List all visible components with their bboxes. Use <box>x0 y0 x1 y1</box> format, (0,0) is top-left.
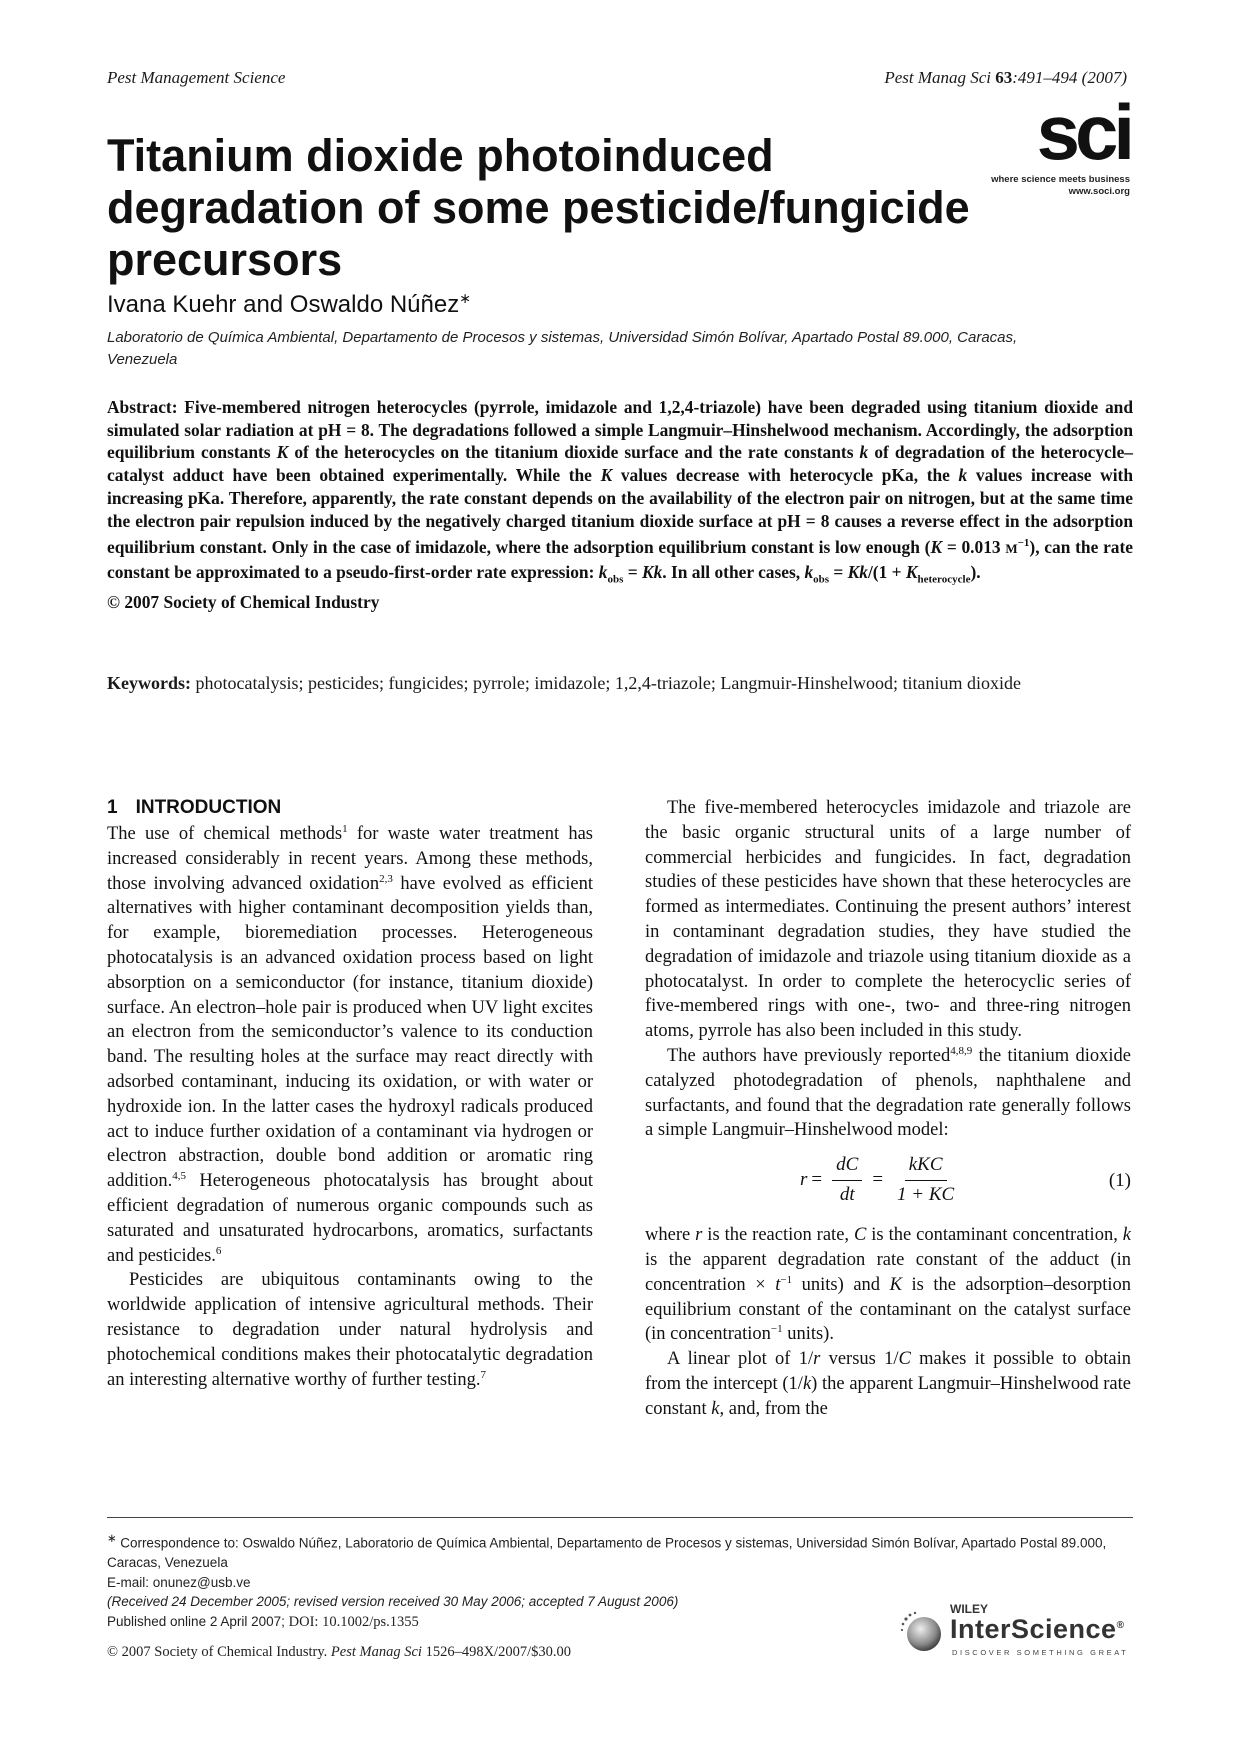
footer-copyright: © 2007 Society of Chemical Industry. Pest Manag Sci 1526–498X/2007/$30.00 <box>107 1644 571 1660</box>
footnote-divider <box>107 1517 1133 1518</box>
email: E-mail: onunez@usb.ve <box>107 1574 251 1590</box>
paragraph: The five-membered heterocycles imidazole and triazole are the basic organic structural units of a large number of commercial herbicides and fungicides. In fact, degradation studies of these pesticides have shown that these heterocycles are formed as intermediates. Continuing the present authors’ interest in contaminant degradation studies, they have studied the degradation of imidazole and triazole using titanium dioxide as a photocatalyst. In order to complete the heterocyclic series of five-membered rings with one-, two- and three-ring nitrogen atoms, pyrrole has also been included in this study. <box>645 798 1131 1042</box>
citation-ref: 1 <box>342 822 348 835</box>
wiley-wordmark: WILEY <box>950 1602 988 1616</box>
section-heading-introduction: 1 INTRODUCTION <box>107 797 282 818</box>
wiley-slogan: DISCOVER SOMETHING GREAT <box>952 1648 1129 1657</box>
paragraph: The use of chemical methods$^1$ for waste water treatment has increased considerably in recent years. Among these methods, those involving advanced oxidation$^{2,3}$ have evolved as efficient alternatives with higher contaminant decomposition yields than, for example, bioremediation processes. Heterogeneous photocatalysis is an advanced oxidation process based on light absorption on a semiconductor (for instance, titanium dioxide) surface. An electron–hole pair is produced when UV light excites an electron from the semiconductor’s valence to its conduction band. The resulting holes at the surface may react directly with adsorbed contaminant, inducing its oxidation, or with water or hydroxide ion. In the latter cases the hydroxyl radicals produced act to induce further oxidation of a contaminant via hydrogen or electron abstraction, double bond addition or aromatic ring addition.$^{4,5}$ Heterogeneous photocatalysis has brought about efficient degradation of numerous organic compounds such as saturated and unsaturated hydrocarbons, aromatics, surfactants and pesticides.$^6$ <box>107 822 593 1266</box>
running-header-citation: Pest Manag Sci 63:491–494 (2007) <box>884 68 1127 87</box>
abstract-copyright: © 2007 Society of Chemical Industry <box>107 591 380 612</box>
abstract-label: Abstract: <box>107 397 178 417</box>
correspondence: ∗ Correspondence to: Oswaldo Núñez, Laboratorio de Química Ambiental, Departamento de Procesos y sistemas, Universidad Simón Bolívar, Apartado Postal 89.000, Caracas, Venezuela <box>107 1533 1107 1570</box>
abstract: Abstract: Five-membered nitrogen heterocycles (pyrrole, imidazole and 1,2,4-triazole) have been degraded using titanium dioxide and simulated solar radiation at pH = 8. The degradations followed a simple Langmuir–Hinshelwood mechanism. Accordingly, the adsorption equilibrium constants K of the heterocycles on the titanium dioxide surface and the rate constants k of degradation of the heterocycle–catalyst adduct have been obtained experimentally. While the K values decrease with heterocycle pKa, the k values increase with increasing pKa. Therefore, apparently, the rate constant depends on the availability of the electron pair on nitrogen, but at the same time the electron pair repulsion induced by the negatively charged titanium dioxide surface at pH = 8 causes a reverse effect in the adsorption equilibrium constant. Only in the case of imidazole, where the adsorption equilibrium constant is low enough (K = 0.013 $M^{-1}$), can the rate constant be approximated to a pseudo-first-order rate expression: $k_{obs} = Kk$. In all other cases, $k_{obs} = Kk/(1 + K_{heterocycle})$. © 2007 Society of Chemical Industry <box>107 397 1133 612</box>
affiliation: Laboratorio de Química Ambiental, Departamento de Procesos y sistemas, Universidad Simón Bolívar, Apartado Postal 89.000, Caracas, Venezuela <box>107 329 1018 368</box>
equation-1: r = $\frac{dC}{dt}$ = $\frac{\text{kKC}}{1 + KC}$ (1) <box>800 1154 1131 1205</box>
wiley-interscience-logo <box>900 1600 1130 1670</box>
citation-ref: 2,3 <box>379 872 393 885</box>
sci-logo-mark: sci <box>1036 88 1130 176</box>
paragraph: The authors have previously reported$^{4,8,9}$ the titanium dioxide catalyzed photodegradation of phenols, naphthalene and surfactants, and found that the degradation rate generally follows a simple Langmuir–Hinshelwood model: <box>645 1044 1131 1141</box>
received-dates: (Received 24 December 2005; revised version received 30 May 2006; accepted 7 August 2006) <box>107 1594 679 1609</box>
citation-ref: 7 <box>480 1368 486 1381</box>
paragraph: A linear plot of 1/r versus 1/C makes it possible to obtain from the intercept (1/k) the apparent Langmuir–Hinshelwood rate constant k, and, from the <box>645 1349 1131 1419</box>
sci-logo-tagline: where science meets business www.soci.org <box>991 174 1130 197</box>
running-header-journal: Pest Management Science <box>107 68 286 87</box>
citation-ref: 4,5 <box>172 1170 187 1182</box>
column-right <box>645 796 1131 1422</box>
paragraph: Pesticides are ubiquitous contaminants owing to the worldwide application of intensive agricultural methods. Their resistance to degradation under natural hydrolysis and photochemical conditions makes their photocatalytic degradation an interesting alternative worthy of further testing.$^7$ <box>107 1270 593 1390</box>
citation-ref: 6 <box>215 1244 222 1257</box>
column-left <box>107 796 593 1392</box>
interscience-wordmark: InterScience® <box>950 1614 1125 1644</box>
globe-icon <box>900 1610 944 1654</box>
citation-ref: 4,8,9 <box>950 1044 973 1057</box>
published-online: Published online 2 April 2007; DOI: 10.1002/ps.1355 <box>107 1613 419 1630</box>
authors: Ivana Kuehr and Oswaldo Núñez∗ <box>107 290 471 318</box>
article-title: Titanium dioxide photoinduced degradation of some pesticide/fungicide precursors <box>107 130 970 285</box>
equation-number: (1) <box>1108 1170 1131 1192</box>
keywords: Keywords: photocatalysis; pesticides; fungicides; pyrrole; imidazole; 1,2,4-triazole; Langmuir-Hinshelwood; titanium dioxide <box>107 673 1021 693</box>
paragraph: where r is the reaction rate, C is the contaminant concentration, k is the apparent degradation rate constant of the adduct (in concentration × $t^{-1}$ units) and K is the adsorption–desorption equilibrium constant of the contaminant on the catalyst surface (in concentration$^{-1}$ units). <box>645 1225 1131 1345</box>
